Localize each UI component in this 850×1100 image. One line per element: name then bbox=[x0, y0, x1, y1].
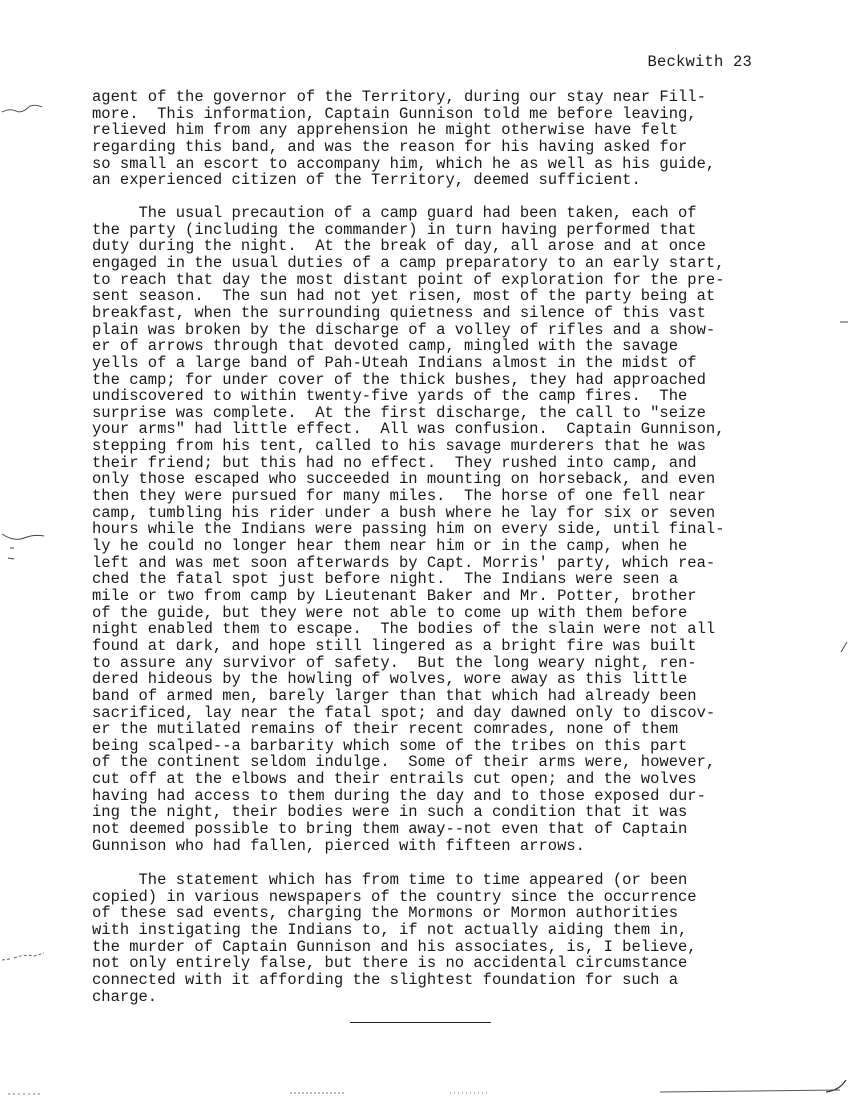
text-line: not only entirely false, but there is no accidental circumstance bbox=[92, 954, 688, 973]
text-line: charge. bbox=[92, 987, 158, 1006]
text-line: hours while the Indians were passing him on every side, until final- bbox=[92, 520, 725, 539]
text-line: to assure any survivor of safety. But the long weary night, ren- bbox=[92, 653, 697, 672]
text-line: The usual precaution of a camp guard had been taken, each of bbox=[92, 204, 697, 222]
bottom-edge-scan-line bbox=[0, 1080, 850, 1100]
text-line: dered hideous by the howling of wolves, wore away as this little bbox=[92, 670, 688, 689]
text-line: of the guide, but they were not able to come up with them before bbox=[92, 603, 688, 622]
text-line: left and was met soon afterwards by Capt. Morris' party, which rea- bbox=[92, 553, 716, 572]
text-line: sacrificed, lay near the fatal spot; and day dawned only to discov- bbox=[92, 703, 716, 722]
text-line: to reach that day the most distant point of exploration for the pre- bbox=[92, 270, 725, 289]
text-line: er of arrows through that devoted camp, mingled with the savage bbox=[92, 337, 678, 356]
text-line: mile or two from camp by Lieutenant Baker and Mr. Potter, brother bbox=[92, 586, 697, 605]
text-line: duty during the night. At the break of day, all arose and at once bbox=[92, 237, 706, 256]
text-line: band of armed men, barely larger than that which had already been bbox=[92, 686, 697, 705]
margin-mark-lower-left bbox=[0, 950, 46, 966]
margin-mark-right-2 bbox=[838, 640, 850, 654]
margin-mark-top-left bbox=[0, 98, 44, 118]
text-line: yells of a large band of Pah-Uteah Indians almost in the midst of bbox=[92, 353, 697, 372]
text-line: stepping from his tent, called to his savage murderers that he was bbox=[92, 437, 706, 456]
text-line: ched the fatal spot just before night. The Indians were seen a bbox=[92, 570, 678, 589]
text-line: er the mutilated remains of their recent comrades, none of them bbox=[92, 720, 678, 739]
text-line: The statement which has from time to time appeared (or been bbox=[92, 871, 688, 889]
text-line: more. This information, Captain Gunnison told me before leaving, bbox=[92, 104, 697, 123]
text-line: of the continent seldom indulge. Some of their arms were, however, bbox=[92, 753, 716, 772]
text-line: the murder of Captain Gunnison and his associates, is, I believe, bbox=[92, 937, 697, 956]
text-line: ing the night, their bodies were in such a condition that it was bbox=[92, 803, 688, 822]
text-line: having had access to them during the day and to those exposed dur- bbox=[92, 786, 706, 805]
page-number-header: Beckwith 23 bbox=[647, 53, 752, 71]
text-line: engaged in the usual duties of a camp preparatory to an early start, bbox=[92, 253, 725, 272]
text-line: so small an escort to accompany him, which he as well as his guide, bbox=[92, 154, 716, 173]
text-line: not deemed possible to bring them away--not even that of Captain bbox=[92, 820, 688, 839]
text-line: breakfast, when the surrounding quietness and silence of this vast bbox=[92, 303, 706, 322]
text-line: plain was broken by the discharge of a volley of rifles and a show- bbox=[92, 320, 716, 339]
text-line: only those escaped who succeeded in mounting on horseback, and even bbox=[92, 470, 716, 489]
text-line: sent season. The sun had not yet risen, most of the party being at bbox=[92, 287, 716, 306]
text-line: the camp; for under cover of the thick bushes, they had approached bbox=[92, 370, 706, 389]
text-line: camp, tumbling his rider under a bush where he lay for six or seven bbox=[92, 503, 716, 522]
margin-mark-right-1 bbox=[838, 318, 850, 326]
text-line: then they were pursued for many miles. The horse of one fell near bbox=[92, 487, 706, 506]
text-line: copied) in various newspapers of the country since the occurrence bbox=[92, 887, 697, 906]
text-line: ly he could no longer hear them near him or in the camp, when he bbox=[92, 537, 688, 555]
text-line: undiscovered to within twenty-five yards of the camp fires. The bbox=[92, 387, 688, 406]
text-line: Gunnison who had fallen, pierced with fifteen arrows. bbox=[92, 836, 585, 855]
text-line: the party (including the commander) in turn having performed that bbox=[92, 220, 697, 239]
text-line: agent of the governor of the Territory, during our stay near Fill- bbox=[92, 88, 706, 106]
text-line: cut off at the elbows and their entrails cut open; and the wolves bbox=[92, 770, 697, 789]
text-line: connected with it affording the slightest foundation for such a bbox=[92, 970, 678, 989]
margin-mark-mid-left bbox=[0, 528, 46, 568]
text-line: with instigating the Indians to, if not actually aiding them in, bbox=[92, 920, 688, 939]
text-line: night enabled them to escape. The bodies of the slain were not all bbox=[92, 620, 716, 639]
text-line: being scalped--a barbarity which some of the tribes on this part bbox=[92, 736, 688, 755]
text-line: found at dark, and hope still lingered as a bright fire was built bbox=[92, 636, 697, 655]
text-line: an experienced citizen of the Territory, deemed sufficient. bbox=[92, 171, 641, 190]
text-line: their friend; but this had no effect. They rushed into camp, and bbox=[92, 453, 697, 472]
section-end-rule bbox=[350, 1022, 491, 1023]
text-line: your arms" had little effect. All was confusion. Captain Gunnison, bbox=[92, 420, 725, 439]
text-line: regarding this band, and was the reason for his having asked for bbox=[92, 137, 688, 156]
text-line: of these sad events, charging the Mormons or Mormon authorities bbox=[92, 904, 678, 923]
text-line: surprise was complete. At the first discharge, the call to "seize bbox=[92, 403, 706, 422]
text-line: relieved him from any apprehension he might otherwise have felt bbox=[92, 121, 678, 140]
